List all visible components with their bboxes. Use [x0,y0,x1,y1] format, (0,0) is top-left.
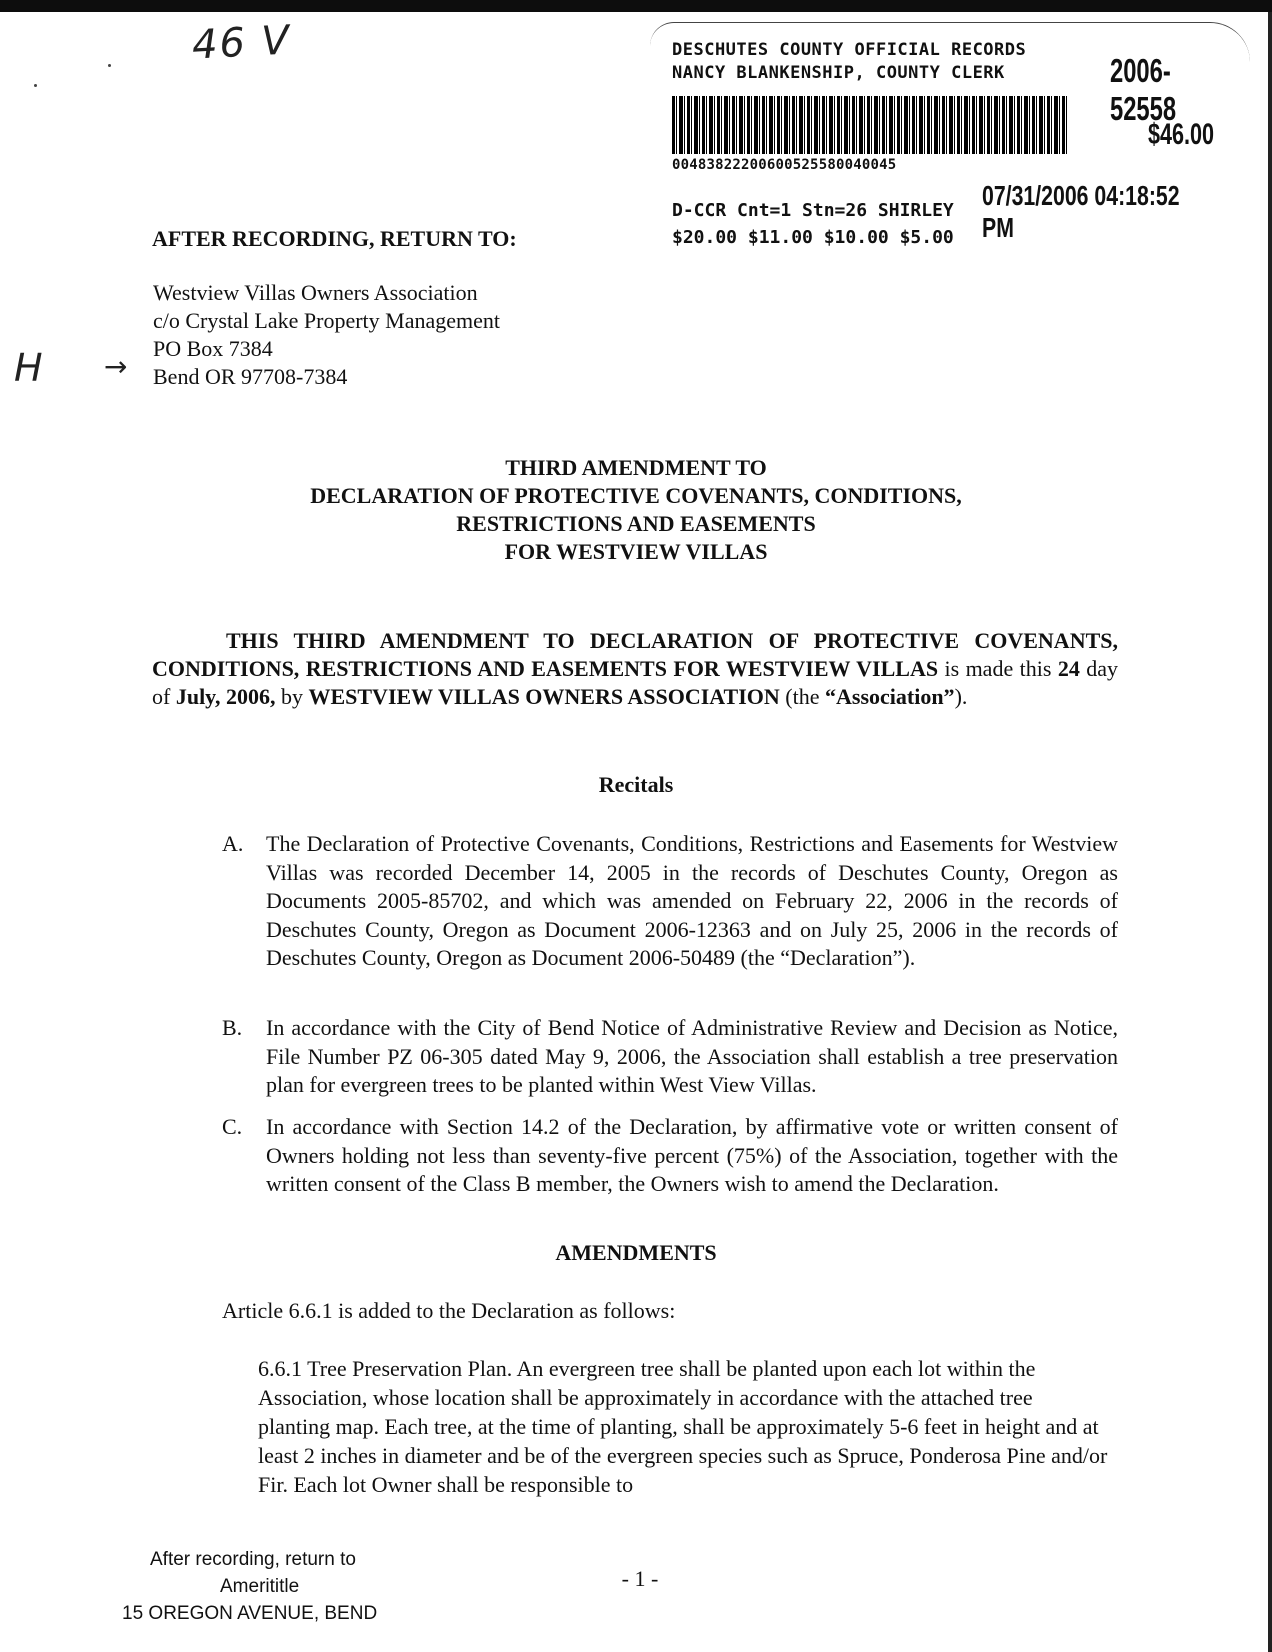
recital-text: In accordance with Section 14.2 of the Declaration, by affirmative vote or written consent of Owners holding not less than seventy-five percent (75%) of the Association, together with the written consent of the Class B member, the Owners wish to amend the Declaration. [266,1114,1118,1196]
title-line: DECLARATION OF PROTECTIVE COVENANTS, CONDITIONS, [310,483,962,508]
intro-day: 24 [1057,656,1080,681]
intro-paragraph [152,627,1118,711]
intro-text: is made this [938,656,1058,681]
title-line: THIRD AMENDMENT TO [505,455,767,480]
article-intro: Article 6.6.1 is added to the Declaration as follows: [222,1298,676,1323]
return-to-heading: AFTER RECORDING, RETURN TO: [152,226,517,251]
barcode-number: 00483822200600525580040045 [672,157,897,173]
amendments-heading: AMENDMENTS [555,1240,717,1265]
intro-association-term: “Association” [825,684,955,709]
stamp-station-info: D-CCR Cnt=1 Stn=26 SHIRLEY [672,200,954,221]
recital-label: B. [222,1015,243,1040]
barcode [672,96,1068,154]
scan-speck [34,84,37,87]
footer-return-note [122,1546,412,1627]
section-6-6-1: 6.6.1 Tree Preservation Plan. An evergreen tree shall be planted upon each lot within the Association, whose location shall be approximately in accordance with the attached tree planting map. Each tree, at the time of planting, shall be approximately 5-6 feet in height and at least 2 inches in diameter and be of the evergreen species such as Spruce, Ponderosa Pine and/or Fir. Each lot Owner shall be responsible to [258,1356,1108,1497]
document-title [200,454,1072,566]
address-line: Bend OR 97708-7384 [153,364,348,389]
intro-bold: THIS THIRD AMENDMENT TO DECLARATION OF PROTECTIVE COVENANTS, CONDITIONS, RESTRICTIONS AND EASEMENTS FOR WESTVIEW VILLAS [152,628,1118,681]
recital-text: In accordance with the City of Bend Notice of Administrative Review and Decision as Notice, File Number PZ 06-305 dated May 9, 2006, the Association shall establish a tree preservation plan for evergreen trees to be planted within West View Villas. [266,1015,1118,1097]
return-address [153,279,500,391]
stamp-county-records: DESCHUTES COUNTY OFFICIAL RECORDS [672,40,1027,60]
footer-note-line: Amerititle [220,1576,300,1597]
scan-right-border [1268,12,1272,1652]
page-number: - 1 - [621,1566,659,1591]
address-line: PO Box 7384 [153,336,273,361]
record-number: 2006-52558 [1110,52,1177,127]
title-line: FOR WESTVIEW VILLAS [504,539,768,564]
stamp-fee-breakdown: $20.00 $11.00 $10.00 $5.00 [672,227,954,248]
title-line: RESTRICTIONS AND EASEMENTS [456,511,816,536]
handwritten-note: 46 V [190,17,293,69]
handwritten-arrow-icon: → [104,350,128,383]
scan-speck [108,64,111,67]
stamp-county-clerk: NANCY BLANKENSHIP, COUNTY CLERK [672,63,1005,83]
recital-text: The Declaration of Protective Covenants, Conditions, Restrictions and Easements for Westview Villas was recorded December 14, 2005 in the records of Deschutes County, Oregon as Documents 2005-85702, and which was amended on February 22, 2006 in the records of Deschutes County, Oregon as Document 2006-12363 and on July 25, 2006 in the records of Deschutes County, Oregon as Document 2006-50489 (the “Declaration”). [266,831,1118,970]
address-line: c/o Crystal Lake Property Management [153,308,501,333]
handwritten-margin-mark: H [14,346,43,390]
footer-note-line: 15 OREGON AVENUE, BEND [122,1603,378,1624]
intro-text: ). [954,684,968,709]
recitals-heading: Recitals [598,772,674,797]
intro-association-name: WESTVIEW VILLAS OWNERS ASSOCIATION [308,684,780,709]
recording-datetime: 07/31/2006 04:18:52 PM [982,180,1180,243]
scan-top-border [0,0,1272,12]
intro-month-year: July, 2006, [175,684,276,709]
recital-label: C. [222,1114,243,1139]
address-line: Westview Villas Owners Association [153,280,478,305]
intro-text: by [275,684,309,709]
recital-label: A. [222,831,244,856]
intro-text: day of [152,656,1119,709]
recital-item [222,1113,1118,1199]
recording-fee-total: $46.00 [1148,118,1215,151]
recital-item [222,830,1118,973]
recital-item [222,1014,1118,1100]
intro-text: (the [779,684,825,709]
footer-note-line: After recording, return to [150,1549,356,1570]
